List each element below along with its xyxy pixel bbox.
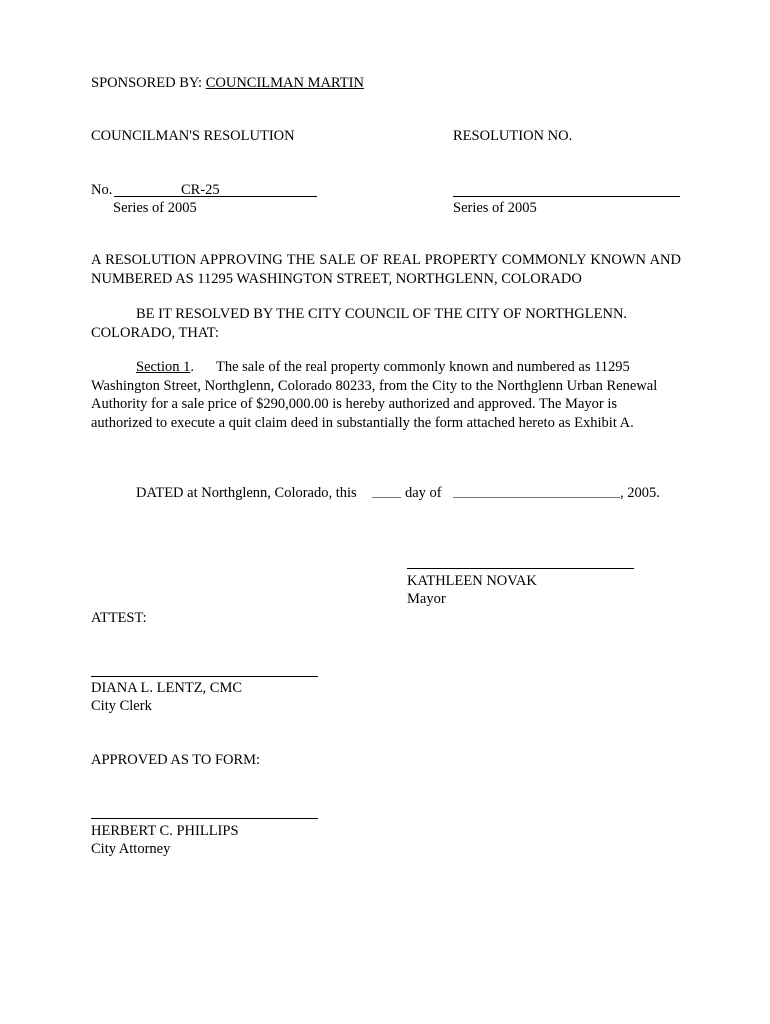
attorney-signature-line — [91, 818, 318, 819]
attorney-title: City Attorney — [91, 841, 171, 857]
day-blank — [372, 497, 401, 498]
councilman-resolution-heading: COUNCILMAN'S RESOLUTION — [91, 128, 295, 144]
mayor-title: Mayor — [407, 591, 446, 607]
no-underline — [114, 196, 317, 197]
dated-middle: day of — [405, 485, 442, 501]
left-series: Series of 2005 — [113, 200, 197, 216]
sponsor-label: SPONSORED BY: — [91, 75, 206, 91]
resolved-clause: BE IT RESOLVED BY THE CITY COUNCIL OF THE CITY OF NORTHGLENN. COLORADO, THAT: — [91, 306, 628, 341]
sponsor-line — [91, 74, 364, 92]
mayor-signature-line — [407, 568, 634, 569]
no-label: No. — [91, 182, 113, 198]
clerk-name: DIANA L. LENTZ, CMC — [91, 680, 243, 696]
clerk-title: City Clerk — [91, 698, 152, 714]
dated-suffix: , 2005. — [620, 485, 660, 501]
attorney-name: HERBERT C. PHILLIPS — [91, 823, 239, 839]
right-series: Series of 2005 — [453, 200, 537, 216]
resolution-title: A RESOLUTION APPROVING THE SALE OF REAL PROPERTY COMMONLY KNOWN AND NUMBERED AS 11295 WASHINGTON STREET, NORTHGLENN, COLORADO — [91, 252, 681, 287]
resolution-no-underline — [453, 196, 680, 197]
resolution-no-heading: RESOLUTION NO. — [453, 128, 573, 144]
no-value: CR-25 — [181, 182, 220, 198]
section-1-text: The sale of the real property commonly known and numbered as 11295 Washington Street, Northglenn, Colorado 80233, from the City to the Northglenn Urban Renewal Authority for a sale price of $290,000.00 is hereby authorized and approved. The Mayor is authorized to execute a quit claim deed in substantially the form attached hereto as Exhibit A. — [91, 359, 658, 431]
month-blank — [453, 497, 620, 498]
section-1-label: Section 1 — [136, 359, 191, 375]
dated-prefix: DATED at Northglenn, Colorado, this — [136, 485, 357, 501]
clerk-signature-line — [91, 676, 318, 677]
mayor-name: KATHLEEN NOVAK — [407, 573, 537, 589]
section-1-paragraph: Section 1. The sale of the real property commonly known and numbered as 11295 Washington Street, Northglenn, Colorado 80233, from the City to the Northglenn Urban Renewal Authority for a sale price of $290,000.00 is hereby authorized and approved. The Mayor is authorized to execute a quit claim deed in substantially the form attached hereto as Exhibit A. — [91, 359, 658, 431]
sponsor-name: COUNCILMAN MARTIN — [205, 75, 364, 91]
attest-label: ATTEST: — [91, 610, 147, 626]
approved-label: APPROVED AS TO FORM: — [91, 752, 261, 768]
